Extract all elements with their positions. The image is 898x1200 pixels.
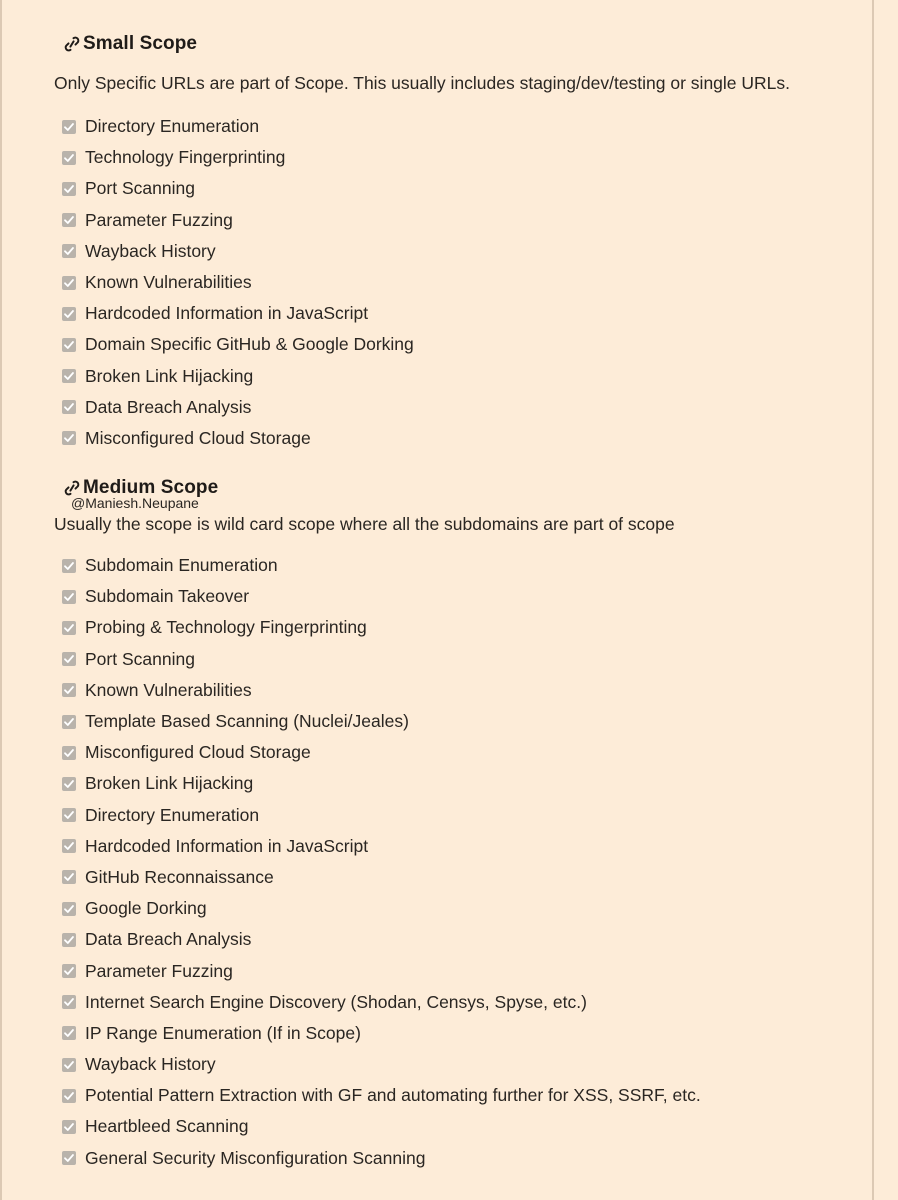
checkbox-checked-icon: [62, 715, 76, 729]
list-item-label: Misconfigured Cloud Storage: [85, 427, 311, 448]
list-item: [54, 267, 852, 298]
list-item: [54, 768, 852, 799]
list-item-label: Heartbleed Scanning: [85, 1116, 249, 1137]
list-item: [54, 1143, 852, 1174]
checkbox-checked-icon: [62, 1089, 76, 1103]
checkbox-checked-icon: [62, 244, 76, 258]
list-item-label: Known Vulnerabilities: [85, 272, 252, 293]
list-item-label: Internet Search Engine Discovery (Shodan, Censys, Spyse, etc.): [85, 991, 587, 1012]
list-item-label: Hardcoded Information in JavaScript: [85, 303, 369, 324]
checkbox-checked-icon: [62, 964, 76, 978]
list-item: [54, 329, 852, 360]
checkbox-checked-icon: [62, 1026, 76, 1040]
list-item: [54, 298, 852, 329]
checkbox-checked-icon: [62, 870, 76, 884]
list-item-label: Wayback History: [85, 240, 216, 261]
checkbox-checked-icon: [62, 995, 76, 1009]
list-item: [54, 706, 852, 737]
medium-scope-title: Medium Scope: [83, 477, 219, 498]
list-item: [54, 423, 852, 454]
list-item-label: Directory Enumeration: [85, 116, 260, 137]
author-watermark: @Maniesh.Neupane: [71, 495, 199, 511]
list-item: [54, 392, 852, 423]
list-item: [54, 862, 852, 893]
list-item: [54, 675, 852, 706]
link-icon: [64, 35, 80, 53]
list-item: [54, 142, 852, 173]
list-item: [54, 737, 852, 768]
list-item: [54, 173, 852, 204]
checkbox-checked-icon: [62, 120, 76, 134]
checkbox-checked-icon: [62, 652, 76, 666]
list-item: [54, 987, 852, 1018]
list-item-label: Parameter Fuzzing: [85, 960, 233, 981]
list-item: [54, 236, 852, 267]
checkbox-checked-icon: [62, 621, 76, 635]
checkbox-checked-icon: [62, 590, 76, 604]
checkbox-checked-icon: [62, 213, 76, 227]
small-scope-description: Only Specific URLs are part of Scope. This usually includes staging/dev/testing or single URLs.: [54, 73, 791, 93]
list-item: [54, 612, 852, 643]
list-item-label: Data Breach Analysis: [85, 396, 252, 417]
list-item: [54, 1080, 852, 1111]
checkbox-checked-icon: [62, 777, 76, 791]
list-item-label: Potential Pattern Extraction with GF and automating further for XSS, SSRF, etc.: [85, 1085, 701, 1106]
checkbox-checked-icon: [62, 1120, 76, 1134]
list-item: [54, 893, 852, 924]
list-item-label: Misconfigured Cloud Storage: [85, 742, 311, 763]
list-item-label: IP Range Enumeration (If in Scope): [85, 1022, 361, 1043]
list-item-label: Subdomain Enumeration: [85, 555, 278, 576]
medium-scope-section: [54, 475, 852, 1174]
checkbox-checked-icon: [62, 369, 76, 383]
checkbox-checked-icon: [62, 431, 76, 445]
list-item-label: Known Vulnerabilities: [85, 679, 252, 700]
small-scope-heading: [64, 31, 852, 57]
medium-scope-description: Usually the scope is wild card scope where all the subdomains are part of scope: [54, 514, 675, 534]
list-item-label: Data Breach Analysis: [85, 929, 252, 950]
checkbox-checked-icon: [62, 276, 76, 290]
checkbox-checked-icon: [62, 1058, 76, 1072]
small-scope-title: Small Scope: [83, 33, 198, 54]
list-item: [54, 205, 852, 236]
small-scope-section: [54, 31, 852, 454]
list-item-label: Port Scanning: [85, 648, 195, 669]
list-item: [54, 831, 852, 862]
small-scope-checklist: [54, 111, 852, 454]
checkbox-checked-icon: [62, 933, 76, 947]
list-item: [54, 550, 852, 581]
checkbox-checked-icon: [62, 808, 76, 822]
list-item: [54, 800, 852, 831]
checkbox-checked-icon: [62, 902, 76, 916]
list-item: [54, 924, 852, 955]
list-item: [54, 644, 852, 675]
list-item: [54, 111, 852, 142]
list-item-label: Subdomain Takeover: [85, 586, 250, 607]
list-item: [54, 955, 852, 986]
list-item-label: Broken Link Hijacking: [85, 773, 254, 794]
list-item: [54, 1049, 852, 1080]
checkbox-checked-icon: [62, 338, 76, 352]
list-item-label: General Security Misconfiguration Scanning: [85, 1147, 426, 1168]
list-item-label: Wayback History: [85, 1054, 216, 1075]
medium-scope-checklist: [54, 550, 852, 1174]
list-item-label: Template Based Scanning (Nuclei/Jeales): [85, 711, 409, 732]
list-item: [54, 1018, 852, 1049]
list-item-label: Domain Specific GitHub & Google Dorking: [85, 334, 414, 355]
checkbox-checked-icon: [62, 683, 76, 697]
checkbox-checked-icon: [62, 307, 76, 321]
list-item-label: Directory Enumeration: [85, 804, 260, 825]
list-item-label: Parameter Fuzzing: [85, 209, 233, 230]
list-item: [54, 1111, 852, 1142]
checkbox-checked-icon: [62, 151, 76, 165]
list-item-label: GitHub Reconnaissance: [85, 866, 274, 887]
checkbox-checked-icon: [62, 182, 76, 196]
checkbox-checked-icon: [62, 559, 76, 573]
checkbox-checked-icon: [62, 400, 76, 414]
list-item: [54, 361, 852, 392]
checkbox-checked-icon: [62, 1151, 76, 1165]
list-item-label: Google Dorking: [85, 898, 207, 919]
list-item-label: Broken Link Hijacking: [85, 365, 254, 386]
checkbox-checked-icon: [62, 746, 76, 760]
checkbox-checked-icon: [62, 839, 76, 853]
list-item: [54, 581, 852, 612]
list-item-label: Probing & Technology Fingerprinting: [85, 617, 367, 638]
list-item-label: Hardcoded Information in JavaScript: [85, 835, 369, 856]
list-item-label: Port Scanning: [85, 178, 195, 199]
list-item-label: Technology Fingerprinting: [85, 147, 286, 168]
